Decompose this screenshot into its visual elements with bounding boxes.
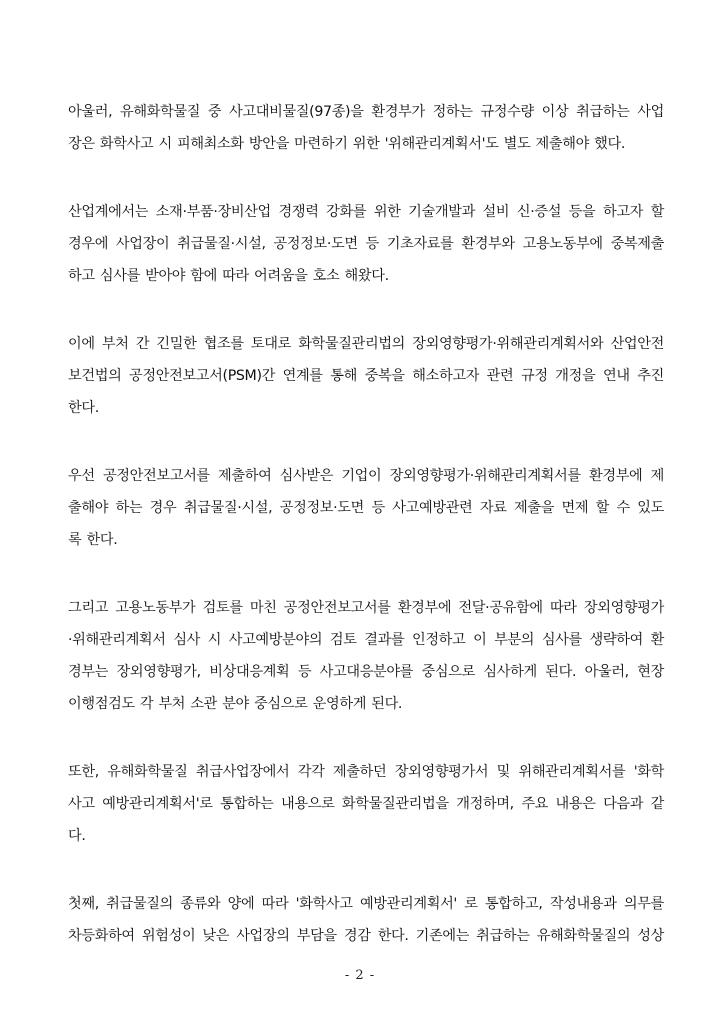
text-line: ·위해관리계획서 심사 시 사고예방분야의 검토 결과를 인정하고 이 부분의 심사를 생략하여 환 — [68, 632, 664, 648]
text-line: 우선 공정안전보고서를 제출하여 심사받은 기업이 장외영향평가·위해관리계획서를 환경부에 제 — [68, 468, 664, 484]
text-line: 산업계에서는 소재·부품·장비산업 경쟁력 강화를 위한 기술개발과 설비 신·증설 등을 하고자 할 — [68, 204, 664, 220]
text-line: 록 한다. — [68, 532, 118, 548]
paragraph-6 — [68, 756, 664, 852]
text-line: 다. — [68, 828, 86, 844]
text-line: 사고 예방관리계획서'로 통합하는 내용으로 화학물질관리법을 개정하며, 주요 내용은 다음과 같 — [68, 796, 664, 812]
text-line: 출해야 하는 경우 취급물질·시설, 공정정보·도면 등 사고예방관련 자료 제출을 면제 할 수 있도 — [68, 500, 664, 516]
paragraph-5 — [68, 592, 664, 720]
text-line: 한다. — [68, 400, 99, 416]
paragraph-3 — [68, 328, 664, 424]
text-line: 차등화하여 위험성이 낮은 사업장의 부담을 경감 한다. 기존에는 취급하는 유해화학물질의 성상 — [68, 928, 664, 944]
text-line: 아울러, 유해화학물질 중 사고대비물질(97종)을 환경부가 정하는 규정수량 이상 취급하는 사업 — [68, 104, 664, 120]
text-line: 그리고 고용노동부가 검토를 마친 공정안전보고서를 환경부에 전달·공유함에 따라 장외영향평가 — [68, 600, 664, 616]
text-line: 보건법의 공정안전보고서(PSM)간 연계를 통해 중복을 해소하고자 관련 규정 개정을 연내 추진 — [68, 368, 664, 384]
paragraph-2 — [68, 196, 664, 292]
paragraph-7 — [68, 888, 664, 952]
text-line: 경우에 사업장이 취급물질·시설, 공정정보·도면 등 기초자료를 환경부와 고용노동부에 중복제출 — [68, 236, 664, 252]
paragraph-1 — [68, 96, 664, 160]
page-number: - 2 - — [344, 968, 376, 983]
document-body — [68, 96, 664, 988]
text-line: 이에 부처 간 긴밀한 협조를 토대로 화학물질관리법의 장외영향평가·위해관리계획서와 산업안전 — [68, 336, 664, 352]
text-line: 장은 화학사고 시 피해최소화 방안을 마련하기 위한 '위해관리계획서'도 별도 제출해야 했다. — [68, 136, 626, 152]
text-line: 첫째, 취급물질의 종류와 양에 따라 '화학사고 예방관리계획서' 로 통합하고, 작성내용과 의무를 — [68, 896, 664, 912]
paragraph-4 — [68, 460, 664, 556]
text-line: 이행점검도 각 부처 소관 분야 중심으로 운영하게 된다. — [68, 696, 403, 712]
text-line: 하고 심사를 받아야 함에 따라 어려움을 호소 해왔다. — [68, 268, 389, 284]
text-line: 경부는 장외영향평가, 비상대응계획 등 사고대응분야를 중심으로 심사하게 된다. 아울러, 현장 — [68, 664, 664, 680]
text-line: 또한, 유해화학물질 취급사업장에서 각각 제출하던 장외영향평가서 및 위해관리계획서를 '화학 — [68, 764, 664, 780]
